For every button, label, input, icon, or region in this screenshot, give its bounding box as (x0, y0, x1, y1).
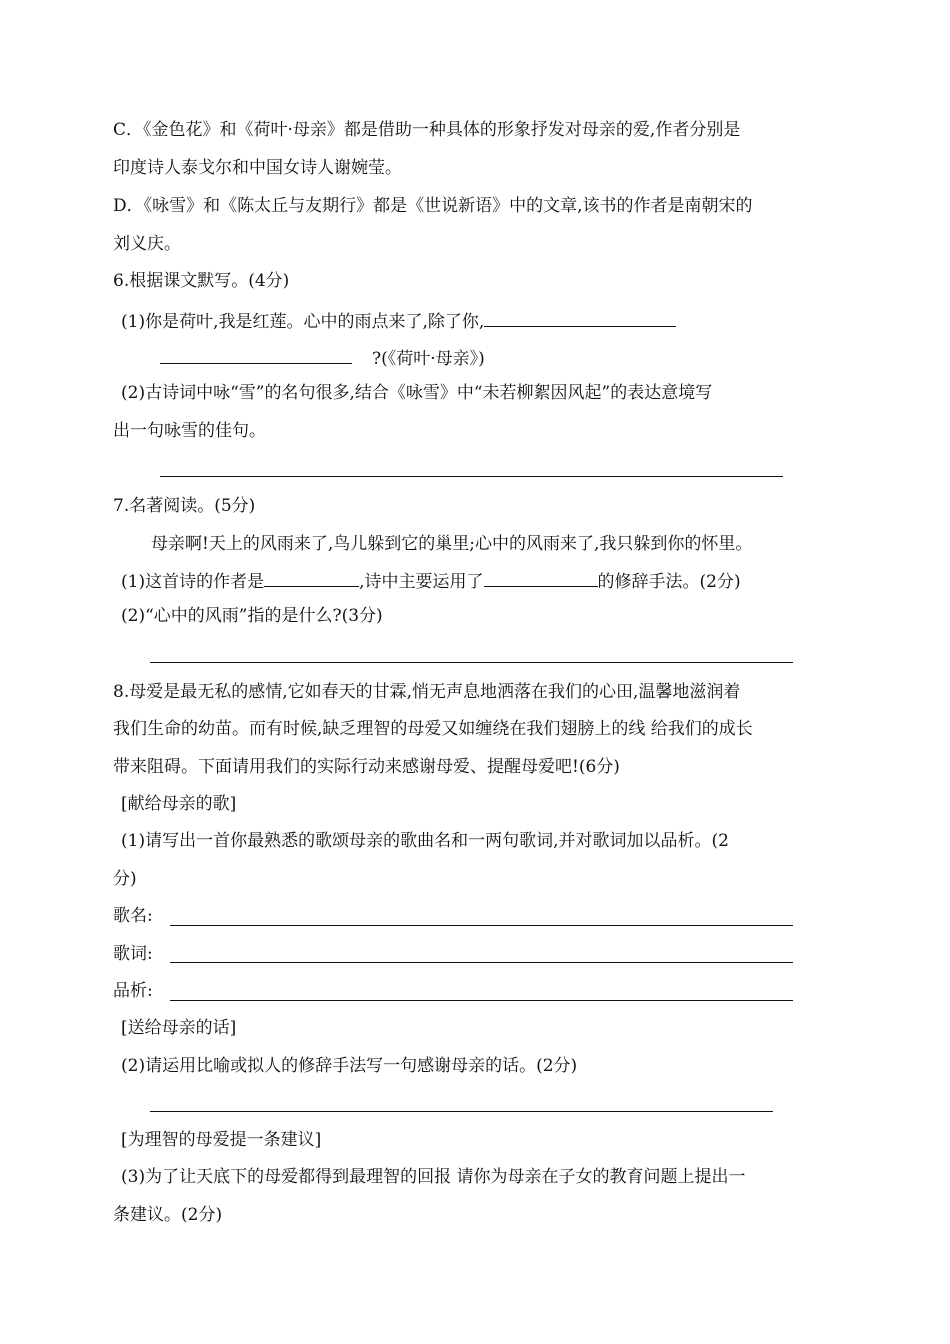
analysis-label: 品析: (113, 981, 153, 1001)
q8-line2: 我们生命的幼苗。而有时候,缺乏理智的母爱又如缠绕在我们翅膀上的线 给我们的成长 (113, 719, 753, 739)
option-c-line1: C．《金色花》和《荷叶·母亲》都是借助一种具体的形象抒发对母亲的爱,作者分别是 (113, 120, 741, 140)
q8-part1-line1: (1)请写出一首你最熟悉的歌颂母亲的歌曲名和一两句歌词,并对歌词加以品析。(2 (121, 831, 729, 851)
q6-title: 6.根据课文默写。(4分) (113, 271, 290, 291)
q6-part1 (121, 308, 676, 333)
answer-line[interactable] (160, 476, 783, 477)
q8-part2: (2)请运用比喻或拟人的修辞手法写一句感谢母亲的话。(2分) (121, 1056, 578, 1076)
q7-part1-b: ,诗中主要运用了 (359, 572, 484, 592)
q6-part2-line1: (2)古诗词中咏“雪”的名句很多,结合《咏雪》中“未若柳絮因风起”的表达意境写 (121, 383, 713, 403)
lyrics-line[interactable] (170, 962, 793, 963)
answer-blank[interactable] (484, 568, 598, 587)
q8-part3-line1: (3)为了让天底下的母爱都得到最理智的回报 请你为母亲在子女的教育问题上提出一 (121, 1167, 746, 1187)
section-heading-words: [送给母亲的话] (121, 1018, 237, 1038)
section-heading-advice: [为理智的母爱提一条建议] (121, 1130, 322, 1150)
option-d-line2: 刘义庆。 (113, 234, 181, 254)
answer-blank[interactable] (264, 568, 359, 587)
q8-part3-line2: 条建议。(2分) (113, 1205, 223, 1225)
lyrics-label: 歌词: (113, 944, 153, 964)
q7-quote: 母亲啊!天上的风雨来了,鸟儿躲到它的巢里;心中的风雨来了,我只躲到你的怀里。 (151, 534, 753, 554)
q7-part1 (121, 568, 741, 593)
q7-part1-c: 的修辞手法。(2分) (597, 572, 741, 592)
q6-part1-source: ?(《荷叶·母亲》) (372, 349, 485, 369)
q7-part1-a: (1)这首诗的作者是 (121, 572, 265, 592)
song-name-line[interactable] (170, 925, 793, 926)
song-name-label: 歌名: (113, 906, 153, 926)
option-d-line1: D．《咏雪》和《陈太丘与友期行》都是《世说新语》中的文章,该书的作者是南朝宋的 (113, 196, 753, 216)
q8-part1-line2: 分) (113, 869, 137, 889)
q6-part1-cont (160, 345, 485, 370)
q8-line3: 带来阻碍。下面请用我们的实际行动来感谢母爱、提醒母爱吧!(6分) (113, 757, 620, 777)
option-c-line2: 印度诗人泰戈尔和中国女诗人谢婉莹。 (113, 158, 402, 178)
analysis-line[interactable] (170, 1000, 793, 1001)
q6-part1-text: (1)你是荷叶,我是红莲。心中的雨点来了,除了你, (121, 312, 485, 332)
q6-part2-line2: 出一句咏雪的佳句。 (113, 421, 266, 441)
q7-part2: (2)“心中的风雨”指的是什么?(3分) (121, 606, 383, 626)
q7-title: 7.名著阅读。(5分) (113, 496, 256, 516)
answer-blank[interactable] (160, 345, 352, 364)
answer-line[interactable] (150, 1111, 773, 1112)
q8-line1: 8.母爱是最无私的感情,它如春天的甘霖,悄无声息地洒落在我们的心田,温馨地滋润着 (113, 682, 741, 702)
answer-blank[interactable] (484, 308, 676, 327)
answer-line[interactable] (150, 662, 793, 663)
section-heading-song: [献给母亲的歌] (121, 794, 237, 814)
